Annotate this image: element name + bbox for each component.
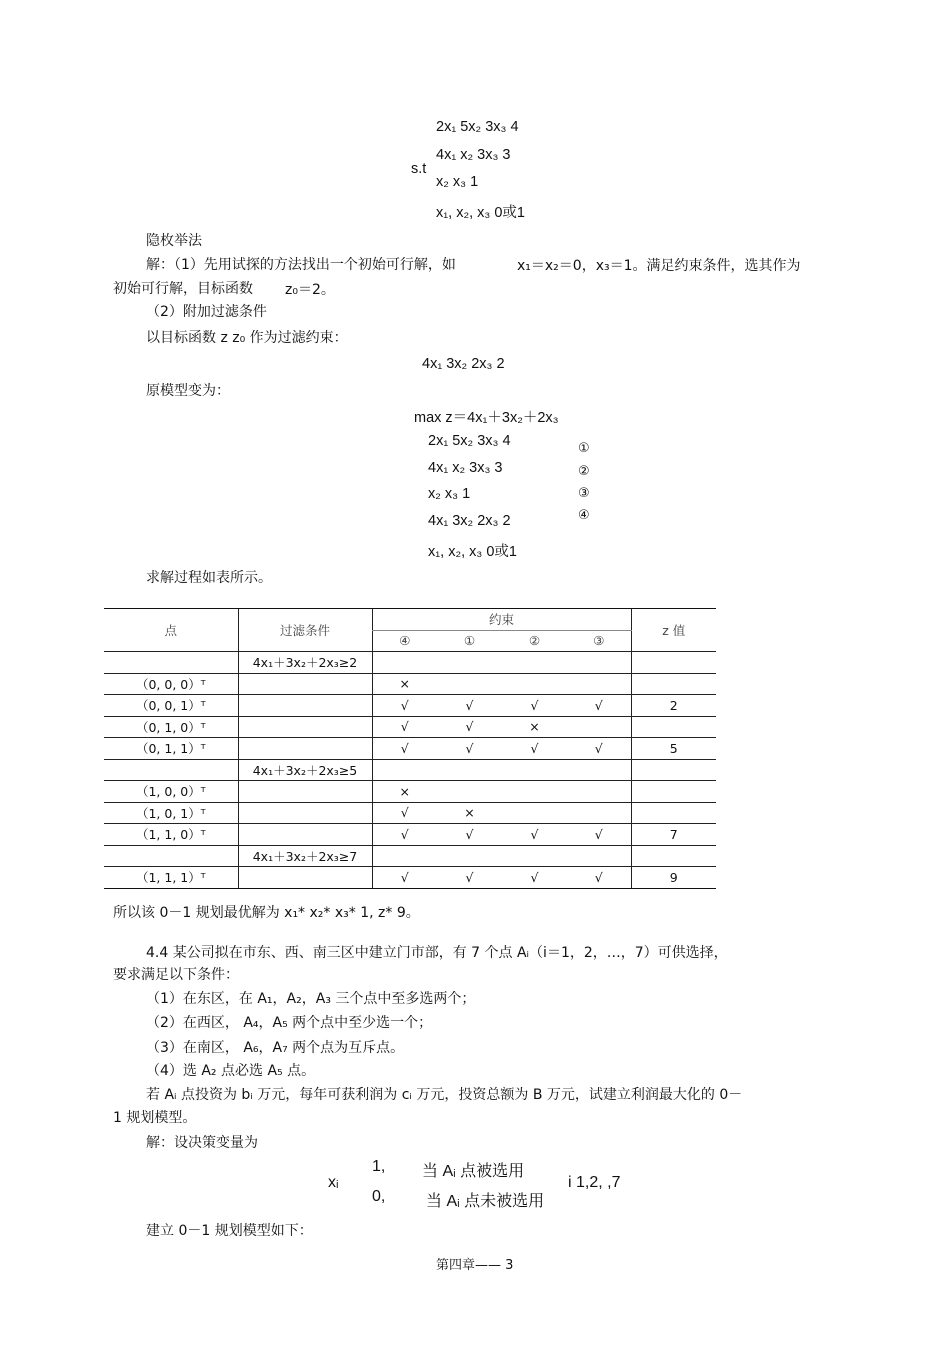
constraint-line: 4x₁ 3x₂ 2x₃ 2 xyxy=(428,513,511,529)
eq-line: x₁, x₂, x₃ 0或1 xyxy=(436,205,525,221)
index-range: i 1,2, ,7 xyxy=(568,1174,621,1191)
cell-z: 2 xyxy=(631,695,716,717)
cell-filter xyxy=(238,738,372,760)
cell-z: 9 xyxy=(631,867,716,889)
cell-point: （0, 1, 1）ᵀ xyxy=(104,738,238,760)
table-row xyxy=(104,759,716,781)
cell-c2: √ xyxy=(502,867,567,889)
cell-c1 xyxy=(437,845,502,867)
cell-c1 xyxy=(437,781,502,803)
cell-c3 xyxy=(567,716,631,738)
cell-z xyxy=(631,845,716,867)
cell-c2: √ xyxy=(502,738,567,760)
table-row xyxy=(104,716,716,738)
table-row xyxy=(104,781,716,803)
solution-step2: （2）附加过滤条件 xyxy=(146,304,267,320)
condition-4: （4）选 A₂ 点必选 A₅ 点。 xyxy=(146,1063,316,1079)
answer-intro: 解：设决策变量为 xyxy=(146,1135,258,1151)
st-label: s.t xyxy=(411,161,427,177)
cell-filter: 4x₁＋3x₂＋2x₃≥2 xyxy=(238,652,372,674)
cell-c1 xyxy=(437,652,502,674)
cell-c3 xyxy=(567,781,631,803)
eq-line: 2x₁ 5x₂ 3x₃ 4 xyxy=(436,119,519,135)
cell-point: （0, 1, 0）ᵀ xyxy=(104,716,238,738)
cell-c3: √ xyxy=(567,824,631,846)
cell-c2: × xyxy=(502,716,567,738)
cell-c3 xyxy=(567,802,631,824)
cell-z: 7 xyxy=(631,824,716,846)
filter-intro: 以目标函数 z z₀ 作为过滤约束： xyxy=(146,330,348,346)
case2-value: 0, xyxy=(372,1188,386,1205)
cell-c2: √ xyxy=(502,824,567,846)
table-row xyxy=(104,867,716,889)
cell-point xyxy=(104,759,238,781)
constraint-line: x₂ x₃ 1 xyxy=(428,486,471,502)
cell-c4: √ xyxy=(372,738,437,760)
problem-line1: 4.4 某公司拟在市东、西、南三区中建立门市部，有 7 个点 Aᵢ（i＝1，2，…，7）可供选择， xyxy=(146,945,728,961)
cell-c1: √ xyxy=(437,867,502,889)
eq-line: x₂ x₃ 1 xyxy=(436,174,479,190)
cell-c1 xyxy=(437,673,502,695)
cell-filter xyxy=(238,673,372,695)
cell-c4: √ xyxy=(372,824,437,846)
marker-2: ② xyxy=(578,464,590,479)
cell-c2 xyxy=(502,759,567,781)
cell-filter xyxy=(238,824,372,846)
subheader-4: ④ xyxy=(372,630,437,652)
problem-line2: 要求满足以下条件： xyxy=(113,967,239,983)
cell-c1: × xyxy=(437,802,502,824)
marker-4: ④ xyxy=(578,508,590,523)
cell-z xyxy=(631,802,716,824)
solution-z0: z₀＝2。 xyxy=(285,282,335,298)
cell-c1 xyxy=(437,759,502,781)
cell-c3 xyxy=(567,845,631,867)
case1-text: 当 Aᵢ 点被选用 xyxy=(422,1163,525,1180)
solution-table xyxy=(104,608,716,889)
cell-c3 xyxy=(567,759,631,781)
cell-filter xyxy=(238,695,372,717)
eq-line: 4x₁ x₂ 3x₃ 3 xyxy=(436,147,511,163)
method-title: 隐枚举法 xyxy=(146,233,202,249)
cell-point: （1, 1, 1）ᵀ xyxy=(104,867,238,889)
cell-c4: √ xyxy=(372,867,437,889)
cell-c2 xyxy=(502,845,567,867)
cell-filter xyxy=(238,802,372,824)
condition-2: （2）在西区， A₄，A₅ 两个点中至少选一个； xyxy=(146,1015,433,1031)
problem-line3: 若 Aᵢ 点投资为 bᵢ 万元，每年可获利润为 cᵢ 万元，投资总额为 B 万元，试建立利润最大化的 0－ xyxy=(146,1087,743,1103)
cell-c1: √ xyxy=(437,738,502,760)
header-constraint: 约束 xyxy=(372,609,631,631)
cell-c2 xyxy=(502,802,567,824)
subheader-3: ③ xyxy=(567,630,631,652)
solution-step1-cont: x₁＝x₂＝0，x₃＝1。满足约束条件，选其作为 xyxy=(517,258,801,274)
cell-point xyxy=(104,652,238,674)
cell-c4: √ xyxy=(372,802,437,824)
table-row xyxy=(104,802,716,824)
condition-3: （3）在南区， A₆，A₇ 两个点为互斥点。 xyxy=(146,1040,405,1056)
table-row xyxy=(104,824,716,846)
table-intro: 求解过程如表所示。 xyxy=(146,570,272,586)
subheader-1: ① xyxy=(437,630,502,652)
cell-c3: √ xyxy=(567,738,631,760)
model-intro: 建立 0－1 规划模型如下： xyxy=(146,1223,313,1239)
cell-c4 xyxy=(372,845,437,867)
cell-c2 xyxy=(502,781,567,803)
solution-step1: 解：（1）先用试探的方法找出一个初始可行解，如 xyxy=(146,257,456,273)
table-row xyxy=(104,673,716,695)
table-row xyxy=(104,845,716,867)
transform-text: 原模型变为： xyxy=(146,383,230,399)
table-row xyxy=(104,695,716,717)
cell-c4 xyxy=(372,759,437,781)
cell-filter xyxy=(238,716,372,738)
cell-c4: √ xyxy=(372,716,437,738)
cell-c4 xyxy=(372,652,437,674)
solution-step1-line2: 初始可行解，目标函数 xyxy=(113,281,253,297)
marker-1: ① xyxy=(578,441,590,456)
table-row xyxy=(104,652,716,674)
cell-z: 5 xyxy=(631,738,716,760)
cell-point xyxy=(104,845,238,867)
cell-filter: 4x₁＋3x₂＋2x₃≥7 xyxy=(238,845,372,867)
cell-c3 xyxy=(567,652,631,674)
cell-c3: √ xyxy=(567,695,631,717)
case1-value: 1, xyxy=(372,1158,386,1175)
cell-filter xyxy=(238,781,372,803)
constraint-line: 4x₁ x₂ 3x₃ 3 xyxy=(428,460,503,476)
header-z: z 值 xyxy=(631,609,716,652)
header-filter: 过滤条件 xyxy=(238,609,372,652)
cell-point: （1, 0, 0）ᵀ xyxy=(104,781,238,803)
cell-filter: 4x₁＋3x₂＋2x₃≥5 xyxy=(238,759,372,781)
table-row xyxy=(104,738,716,760)
cell-c3: √ xyxy=(567,867,631,889)
filter-equation: 4x₁ 3x₂ 2x₃ 2 xyxy=(422,356,505,372)
cell-c4: √ xyxy=(372,695,437,717)
cell-filter xyxy=(238,867,372,889)
cell-c2: √ xyxy=(502,695,567,717)
header-point: 点 xyxy=(104,609,238,652)
cell-c1: √ xyxy=(437,824,502,846)
cell-z xyxy=(631,652,716,674)
cell-c1: √ xyxy=(437,716,502,738)
cell-c4: × xyxy=(372,673,437,695)
objective-function: max z＝4x₁＋3x₂＋2x₃ xyxy=(414,410,559,426)
marker-3: ③ xyxy=(578,486,590,501)
cell-c2 xyxy=(502,673,567,695)
case2-text: 当 Aᵢ 点未被选用 xyxy=(426,1193,545,1210)
cell-z xyxy=(631,716,716,738)
problem-line4: 1 规划模型。 xyxy=(113,1110,197,1126)
cell-z xyxy=(631,759,716,781)
conclusion: 所以该 0－1 规划最优解为 x₁* x₂* x₃* 1, z* 9。 xyxy=(113,905,420,921)
subheader-2: ② xyxy=(502,630,567,652)
condition-1: （1）在东区，在 A₁，A₂，A₃ 三个点中至多选两个； xyxy=(146,991,476,1007)
cell-c1: √ xyxy=(437,695,502,717)
constraint-line: 2x₁ 5x₂ 3x₃ 4 xyxy=(428,433,511,449)
cell-point: （1, 1, 0）ᵀ xyxy=(104,824,238,846)
cell-point: （1, 0, 1）ᵀ xyxy=(104,802,238,824)
cell-point: （0, 0, 1）ᵀ xyxy=(104,695,238,717)
cell-c3 xyxy=(567,673,631,695)
cell-point: （0, 0, 0）ᵀ xyxy=(104,673,238,695)
constraint-line: x₁, x₂, x₃ 0或1 xyxy=(428,544,517,560)
page-footer: 第四章—— 3 xyxy=(436,1258,514,1273)
cell-c4: × xyxy=(372,781,437,803)
var-x: xᵢ xyxy=(328,1174,339,1191)
cell-c2 xyxy=(502,652,567,674)
cell-z xyxy=(631,781,716,803)
cell-z xyxy=(631,673,716,695)
